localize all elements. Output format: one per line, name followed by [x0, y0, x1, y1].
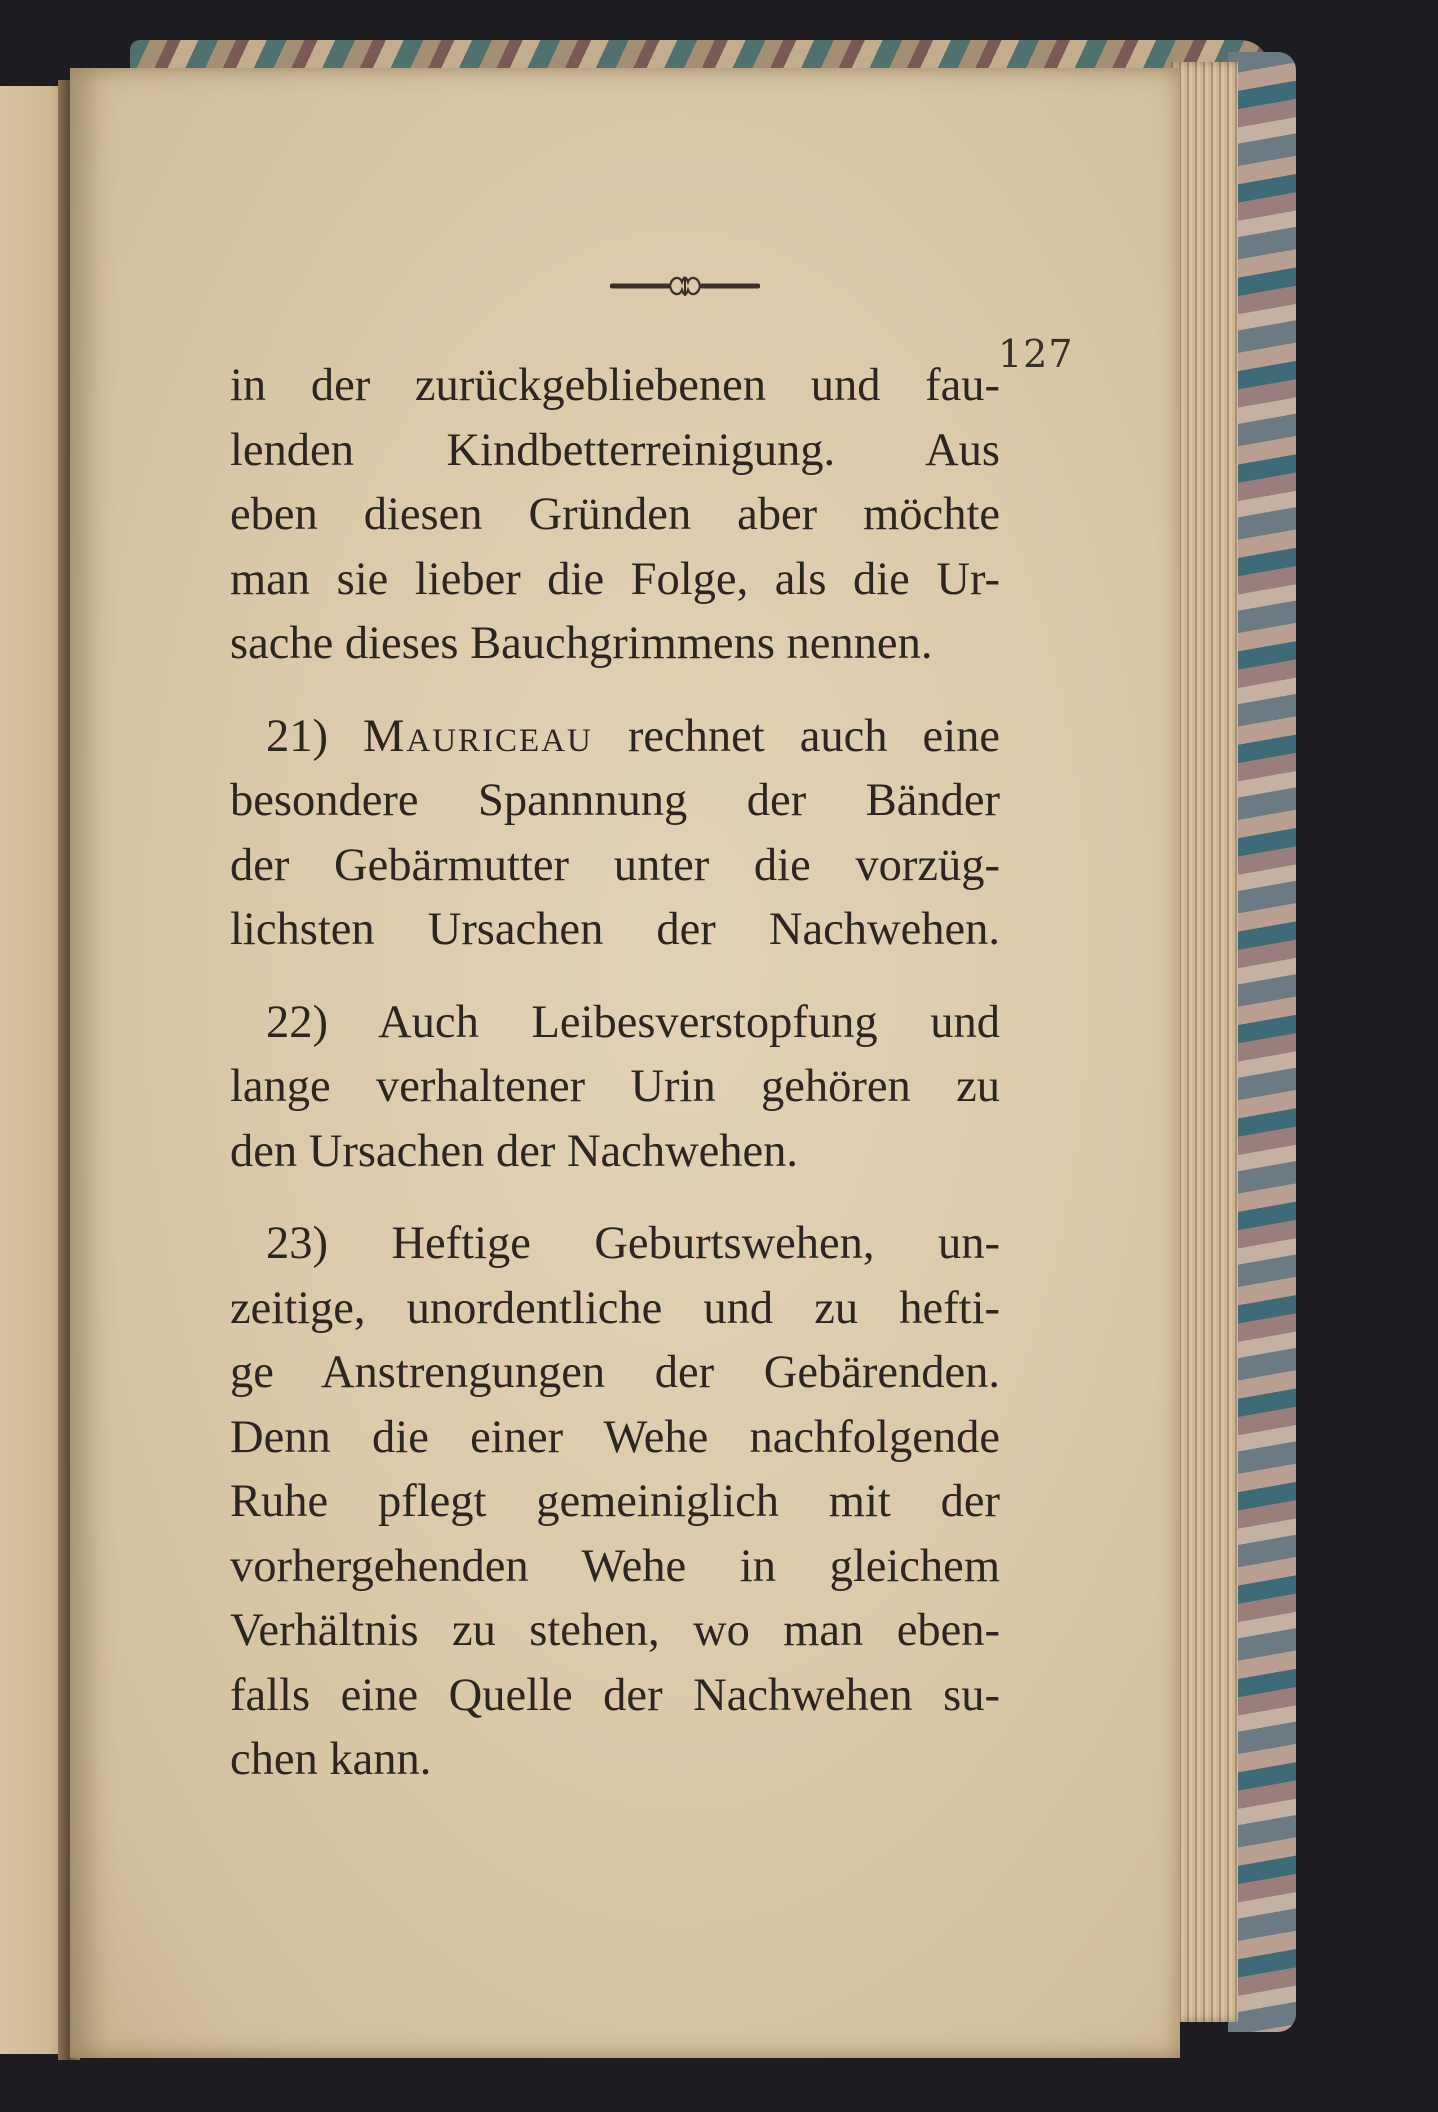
decorative-rule-ornament-icon [610, 274, 760, 298]
author-name: Mauriceau [363, 710, 593, 762]
text-line [230, 705, 1000, 770]
text-line: lenden Kindbetterreinigung. Aus [230, 424, 1000, 476]
text-line: ge Anstrengungen der Gebärenden. [230, 1347, 1000, 1398]
text-line: der Gebärmutter unter die vorzüg- [230, 839, 1000, 891]
text-line: Ruhe pflegt gemeiniglich mit der [230, 1476, 1000, 1527]
item-number: 21) [266, 710, 328, 762]
text-line: lange verhaltener Urin gehören zu [230, 1061, 1000, 1112]
text-line: den Ursachen der Nachwehen. [230, 1125, 799, 1177]
text-line: Verhältnis zu stehen, wo man eben- [230, 1605, 1000, 1656]
paragraph [230, 991, 1000, 1185]
marbled-cover-edge [1228, 52, 1296, 2032]
paragraph [230, 1212, 1000, 1793]
paragraph [230, 354, 1000, 677]
text-line: lichsten Ursachen der Nachwehen. [230, 904, 1000, 955]
page-number: 127 [998, 332, 1074, 376]
line-rest: rechnet auch eine [627, 710, 1001, 762]
text-line: chen kann. [230, 1734, 432, 1785]
text-line: vorhergehenden Wehe in gleichem [230, 1540, 1000, 1592]
text-line: man sie lieber die Folge, als die Ur- [230, 553, 1000, 605]
text-line: falls eine Quelle der Nachwehen su- [230, 1669, 1000, 1721]
text-line: sache dieses Bauchgrimmens nennen. [230, 618, 933, 669]
paragraph [230, 705, 1000, 963]
text-line: besondere Spannnung der Bänder [230, 775, 1000, 826]
text-line: zeitige, unordentliche und zu hefti- [230, 1282, 1000, 1334]
text-line: eben diesen Gründen aber möchte [230, 489, 1000, 540]
text-line: Denn die einer Wehe nachfolgende [230, 1411, 1000, 1463]
text-line: in der zurückgebliebenen und fau- [230, 360, 1000, 411]
text-line: 22) Auch Leibesverstopfung und [266, 996, 1000, 1048]
body-text [230, 354, 1000, 1793]
text-line: 23) Heftige Geburtswehen, un- [266, 1218, 1000, 1269]
